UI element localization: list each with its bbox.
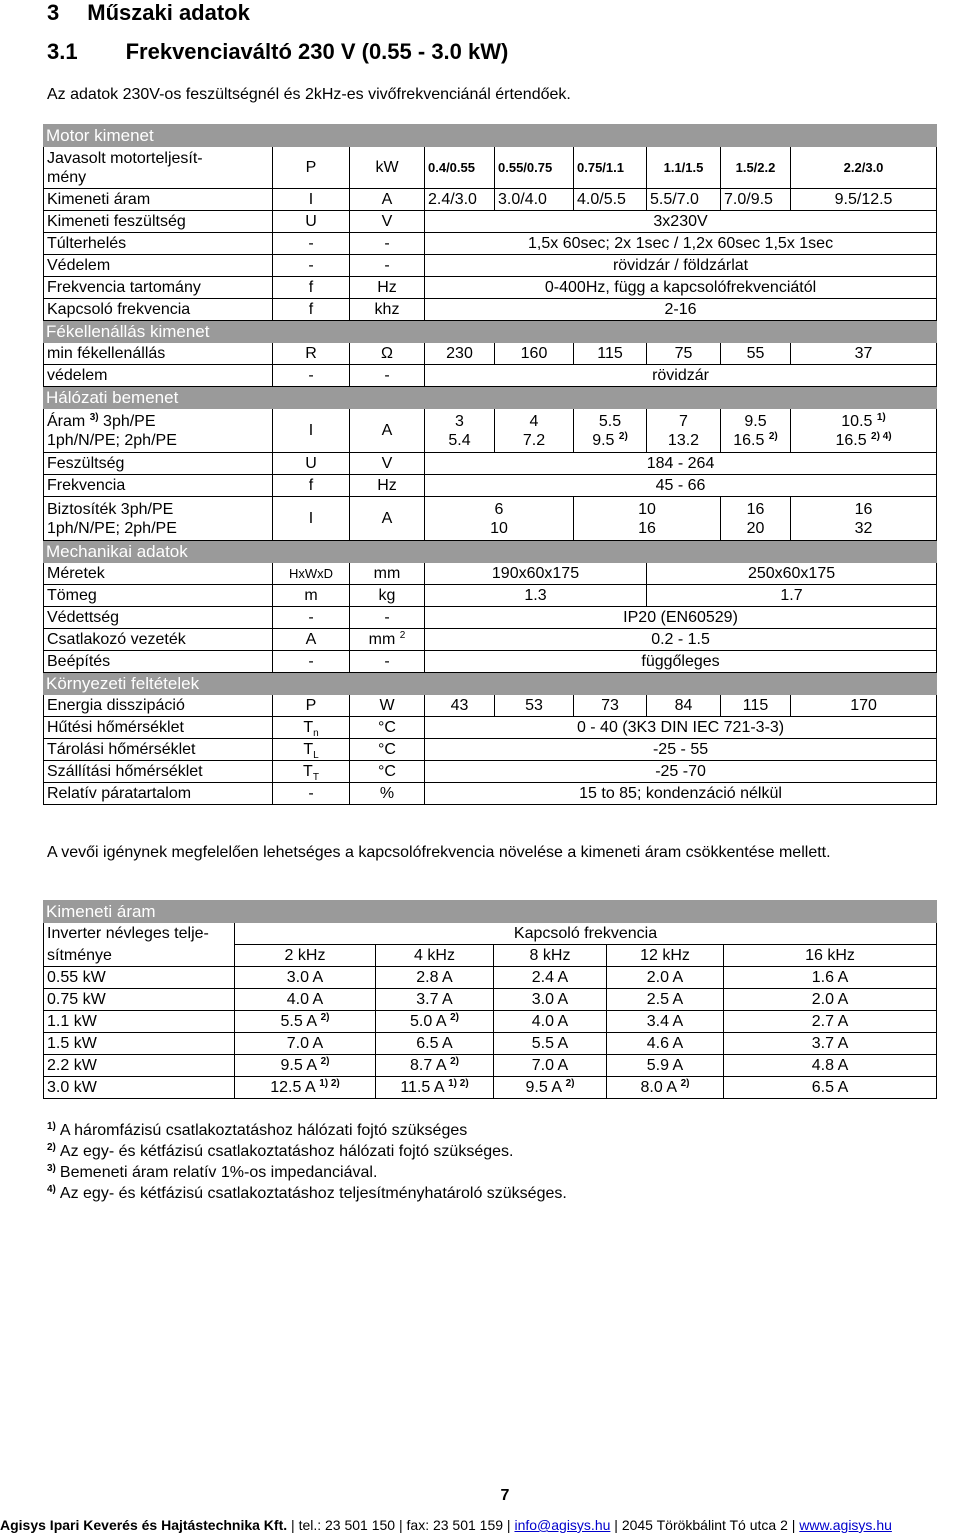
table-row: 0.75 kW 4.0 A 3.7 A 3.0 A 2.5 A 2.0 A xyxy=(44,989,937,1011)
table-row: Védelem - - rövidzár / földzárlat xyxy=(44,255,937,277)
section-mechanical: Mechanikai adatok xyxy=(44,541,937,563)
footer-web-link[interactable]: www.agisys.hu xyxy=(799,1517,892,1533)
section-mains-in: Hálózati bemenet xyxy=(44,387,937,409)
table-row: Biztosíték 3ph/PE 1ph/N/PE; 2ph/PE I A 6 10 10 16 16 20 16 32 xyxy=(44,497,937,541)
heading-2-number: 3.1 xyxy=(47,39,78,64)
table-row: Tárolási hőmérséklet $T_L$ °C -25 - 55 xyxy=(44,739,937,761)
table-row: Kimeneti áram I A 2.4/3.0 3.0/4.0 4.0/5.5 5.5/7.0 7.0/9.5 9.5/12.5 xyxy=(44,189,937,211)
table-header-row: Inverter névleges telje- Kapcsoló frekvencia xyxy=(44,923,937,945)
section-output-current: Kimeneti áram xyxy=(44,901,937,923)
table-row: Hűtési hőmérséklet $T_n$ °C 0 - 40 (3K3 DIN IEC 721-3-3) xyxy=(44,717,937,739)
table-row: Frekvencia f Hz 45 - 66 xyxy=(44,475,937,497)
table-row: Túlterhelés - - 1,5x 60sec; 2x 1sec / 1,2x 60sec 1,5x 1sec xyxy=(44,233,937,255)
footer-email-link[interactable]: info@agisys.hu xyxy=(514,1517,611,1533)
footnote-2: $^{2)}$ Az egy- és kétfázisú csatlakoztatáshoz hálózati fojtó szükséges. xyxy=(47,1142,514,1160)
spec-table xyxy=(43,124,937,805)
table-row: 2.2 kW 9.5 A $^{2)}$ 8.7 A $^{2)}$ 7.0 A 5.9 A 4.8 A xyxy=(44,1055,937,1077)
table-row: 3.0 kW 12.5 A $^{1) 2)}$ 11.5 A $^{1) 2)}$ 9.5 A $^{2)}$ 8.0 A $^{2)}$ 6.5 A xyxy=(44,1077,937,1099)
footer-fax: fax: 23 501 159 xyxy=(406,1517,504,1533)
table-row: védelem - - rövidzár xyxy=(44,365,937,387)
table-row: Kapcsoló frekvencia f khz 2-16 xyxy=(44,299,937,321)
table-row: 0.55 kW 3.0 A 2.8 A 2.4 A 2.0 A 1.6 A xyxy=(44,967,937,989)
table-row: Javasolt motorteljesít- mény P kW 0.4/0.55 0.55/0.75 0.75/1.1 1.1/1.5 1.5/2.2 2.2/3.0 xyxy=(44,147,937,189)
footnote-1: $^{1)}$ A háromfázisú csatlakoztatáshoz hálózati fojtó szükséges xyxy=(47,1121,468,1139)
table-row: 1.5 kW 7.0 A 6.5 A 5.5 A 4.6 A 3.7 A xyxy=(44,1033,937,1055)
table-header-row: sítménye 2 kHz 4 kHz 8 kHz 12 kHz 16 kHz xyxy=(44,945,937,967)
section-brake-out: Fékellenállás kimenet xyxy=(44,321,937,343)
footnote-4: $^{4)}$ Az egy- és kétfázisú csatlakoztatáshoz teljesítményhatároló szükséges. xyxy=(47,1184,567,1202)
table-row: min fékellenállás R Ω 230 160 115 75 55 37 xyxy=(44,343,937,365)
heading-1-number: 3 xyxy=(47,0,60,25)
intro-text: Az adatok 230V-os feszültségnél és 2kHz-es vivőfrekvenciánál értendőek. xyxy=(47,86,571,103)
output-current-table xyxy=(43,900,937,1099)
table-row: Védettség - - IP20 (EN60529) xyxy=(44,607,937,629)
footer-company: Agisys Ipari Keverés és Hajtástechnika Kft. xyxy=(0,1517,288,1533)
heading-2 xyxy=(47,39,508,65)
footer: Agisys Ipari Keverés és Hajtástechnika Kft. | tel.: 23 501 150 | fax: 23 501 159 | info@agisys.hu | 2045 Törökbálint Tó utca 2 | www.agisys.hu xyxy=(0,1517,892,1533)
footnote-3: $^{3)}$ Bemeneti áram relatív 1%-os impedanciával. xyxy=(47,1163,378,1181)
table-row: Energia disszipáció P W 43 53 73 84 115 170 xyxy=(44,695,937,717)
table-row: Szállítási hőmérséklet $T_T$ °C -25 -70 xyxy=(44,761,937,783)
footer-address: 2045 Törökbálint Tó utca 2 xyxy=(621,1517,788,1533)
table-row: Méretek HxWxD mm 190x60x175 250x60x175 xyxy=(44,563,937,585)
note-text: A vevői igénynek megfelelően lehetséges a kapcsolófrekvencia növelése a kimeneti áram csökkentése mellett. xyxy=(47,844,831,861)
table-row: Beépítés - - függőleges xyxy=(44,651,937,673)
page-number: 7 xyxy=(500,1487,510,1504)
section-environment: Környezeti feltételek xyxy=(44,673,937,695)
footer-tel: tel.: 23 501 150 xyxy=(298,1517,396,1533)
heading-2-text: Frekvenciaváltó 230 V (0.55 - 3.0 kW) xyxy=(125,39,509,64)
table-row: Feszültség U V 184 - 264 xyxy=(44,453,937,475)
table-row: Áram $^{3)}$ 3ph/PE 1ph/N/PE; 2ph/PE I A 3 5.4 4 7.2 5.5 9.5 $^{2)}$ 7 13.2 9.5 16.5 $^{2)}$ 10.5 $^{1)}$ 16.5 $^{2) 4)}$ xyxy=(44,409,937,453)
table-row: Kimeneti feszültség U V 3x230V xyxy=(44,211,937,233)
table-row: Tömeg m kg 1.3 1.7 xyxy=(44,585,937,607)
table-row: Relatív páratartalom - % 15 to 85; kondenzáció nélkül xyxy=(44,783,937,805)
table-row: 1.1 kW 5.5 A $^{2)}$ 5.0 A $^{2)}$ 4.0 A 3.4 A 2.7 A xyxy=(44,1011,937,1033)
section-motor-out: Motor kimenet xyxy=(44,125,937,147)
heading-1 xyxy=(47,0,250,26)
table-row: Csatlakozó vezeték A mm $^2$ 0.2 - 1.5 xyxy=(44,629,937,651)
heading-1-text: Műszaki adatok xyxy=(87,0,250,25)
table-row: Frekvencia tartomány f Hz 0-400Hz, függ a kapcsolófrekvenciától xyxy=(44,277,937,299)
